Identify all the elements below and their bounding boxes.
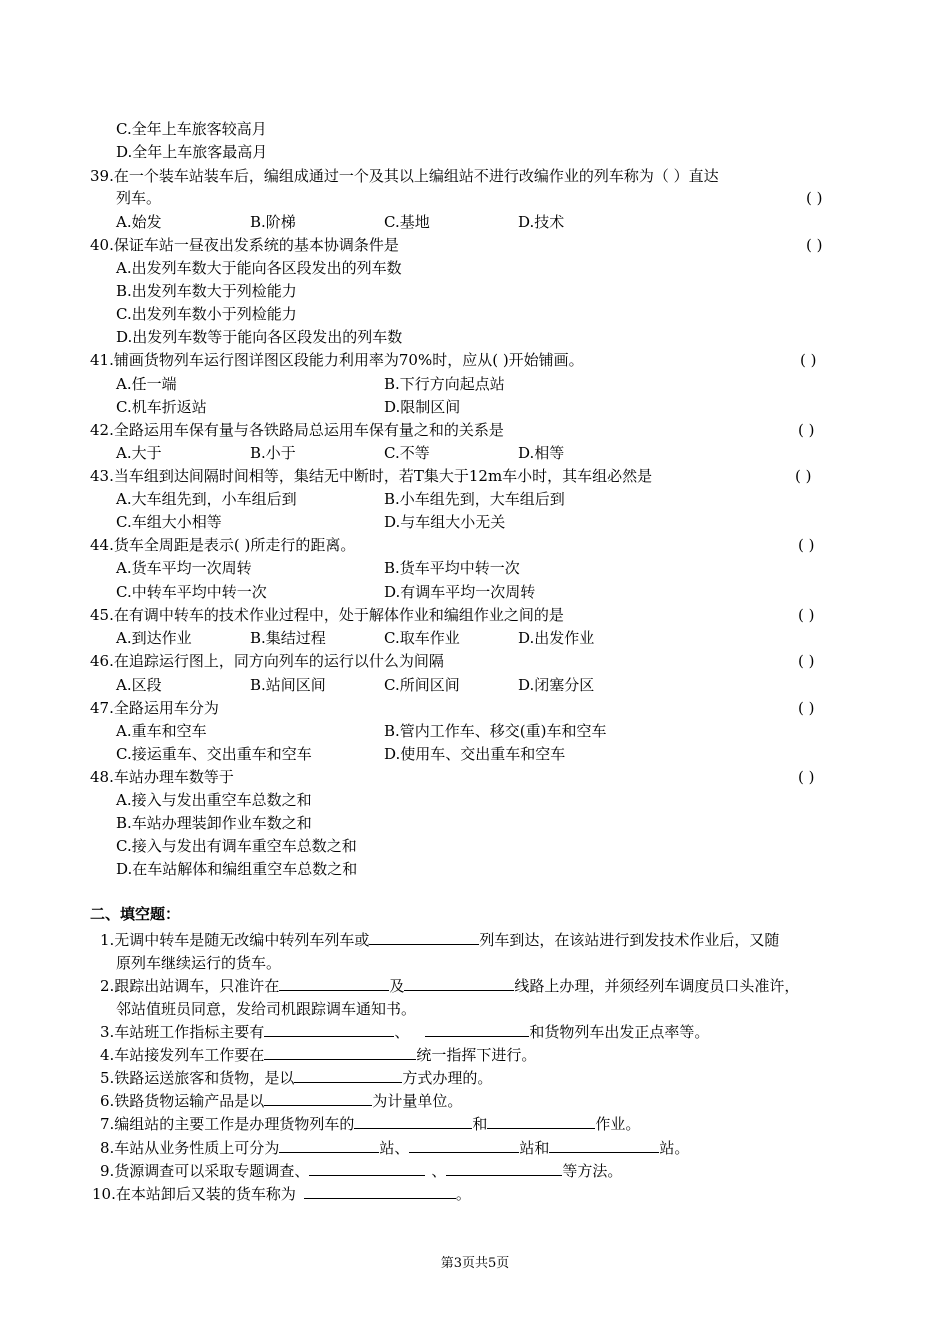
fill-question-9 bbox=[100, 1161, 622, 1181]
fill-question-2-cont: 邻站值班员同意，发给司机跟踪调车通知书。 bbox=[116, 1000, 417, 1018]
question-text: 10.在本站卸后又装的货车称为 bbox=[92, 1185, 296, 1203]
answer-blank[interactable] bbox=[279, 976, 389, 991]
answer-blank[interactable] bbox=[294, 1068, 402, 1083]
answer-blank[interactable] bbox=[369, 930, 479, 945]
fill-question-8 bbox=[100, 1138, 689, 1158]
fill-question-1-cont: 原列车继续运行的货车。 bbox=[116, 954, 282, 972]
question-text: 作业。 bbox=[595, 1115, 641, 1133]
answer-paren: ( ) bbox=[798, 652, 815, 670]
question-39-cont: 列车。 bbox=[116, 189, 162, 207]
answer-blank[interactable] bbox=[487, 1114, 595, 1129]
question-text: 1.无调中转车是随无改编中转列车列车或 bbox=[100, 931, 370, 949]
option-c: C.机车折返站 bbox=[116, 398, 207, 416]
answer-paren: ( ) bbox=[798, 421, 815, 439]
question-text: 4.车站接发列车工作要在 bbox=[100, 1046, 265, 1064]
question-44: 44.货车全周距是表示( )所走行的距离。 bbox=[90, 536, 356, 554]
question-text: 站和 bbox=[519, 1139, 550, 1157]
question-40: 40.保证车站一昼夜出发系统的基本协调条件是 bbox=[90, 236, 399, 254]
option-d: D.有调车平均一次周转 bbox=[384, 583, 536, 601]
question-41: 41.铺画货物列车运行图详图区段能力利用率为70%时，应从( )开始铺画。 bbox=[90, 351, 584, 369]
question-text: 为计量单位。 bbox=[372, 1092, 463, 1110]
question-text: 及 bbox=[389, 977, 405, 995]
question-text: 方式办理的。 bbox=[402, 1069, 493, 1087]
option-c: C.不等 bbox=[384, 444, 430, 462]
question-text: 和 bbox=[472, 1115, 488, 1133]
answer-paren: ( ) bbox=[798, 768, 815, 786]
option-d: D.闭塞分区 bbox=[518, 676, 595, 694]
option-a: A.接入与发出重空车总数之和 bbox=[116, 791, 312, 809]
question-text: 等方法。 bbox=[562, 1162, 623, 1180]
answer-paren: ( ) bbox=[806, 236, 823, 254]
question-text: 2.跟踪出站调车，只准许在 bbox=[100, 977, 280, 995]
fill-question-3 bbox=[100, 1022, 709, 1042]
option-c: C.接运重车、交出重车和空车 bbox=[116, 745, 312, 763]
question-text: 、 bbox=[431, 1162, 447, 1180]
answer-paren: ( ) bbox=[798, 536, 815, 554]
option-a: A.任一端 bbox=[116, 375, 177, 393]
question-text: 、 bbox=[394, 1023, 410, 1041]
option-b: B.出发列车数大于列检能力 bbox=[116, 282, 297, 300]
option-d: D.使用车、交出重车和空车 bbox=[384, 745, 566, 763]
option-line: C.全年上车旅客较高月 bbox=[116, 120, 267, 138]
option-a: A.大车组先到，小车组后到 bbox=[116, 490, 297, 508]
fill-question-5 bbox=[100, 1068, 492, 1088]
option-b: B.集结过程 bbox=[250, 629, 326, 647]
option-c: C.中转车平均中转一次 bbox=[116, 583, 267, 601]
answer-paren: ( ) bbox=[798, 699, 815, 717]
option-b: B.阶梯 bbox=[250, 213, 296, 231]
answer-paren: ( ) bbox=[795, 467, 812, 485]
fill-question-10 bbox=[92, 1184, 471, 1204]
question-45: 45.在有调中转车的技术作业过程中，处于解体作业和编组作业之间的是 bbox=[90, 606, 564, 624]
answer-blank[interactable] bbox=[354, 1114, 472, 1129]
option-c: C.出发列车数小于列检能力 bbox=[116, 305, 297, 323]
option-c: C.接入与发出有调车重空车总数之和 bbox=[116, 837, 357, 855]
option-d: D.相等 bbox=[518, 444, 565, 462]
question-text: 7.编组站的主要工作是办理货物列车的 bbox=[100, 1115, 355, 1133]
answer-blank[interactable] bbox=[309, 1161, 425, 1176]
question-text: 统一指挥下进行。 bbox=[416, 1046, 537, 1064]
question-47: 47.全路运用车分为 bbox=[90, 699, 219, 717]
answer-blank[interactable] bbox=[404, 976, 514, 991]
question-text: 站、 bbox=[379, 1139, 410, 1157]
question-text: 9.货源调查可以采取专题调查、 bbox=[100, 1162, 310, 1180]
option-d: D.在车站解体和编组重空车总数之和 bbox=[116, 860, 358, 878]
answer-blank[interactable] bbox=[304, 1184, 456, 1199]
option-d: D.限制区间 bbox=[384, 398, 461, 416]
question-48: 48.车站办理车数等于 bbox=[90, 768, 234, 786]
section-title: 二、填空题： bbox=[90, 905, 181, 923]
option-b: B.车站办理装卸作业车数之和 bbox=[116, 814, 312, 832]
question-text: 列车到达，在该站进行到发技术作业后，又随 bbox=[479, 931, 780, 949]
option-b: B.管内工作车、移交(重)车和空车 bbox=[384, 722, 607, 740]
question-text: 8.车站从业务性质上可分为 bbox=[100, 1139, 280, 1157]
option-a: A.区段 bbox=[116, 676, 162, 694]
option-a: A.大于 bbox=[116, 444, 162, 462]
option-a: A.到达作业 bbox=[116, 629, 192, 647]
option-line: D.全年上车旅客最高月 bbox=[116, 143, 268, 161]
answer-blank[interactable] bbox=[264, 1091, 372, 1106]
option-d: D.技术 bbox=[518, 213, 565, 231]
question-text: 5.铁路运送旅客和货物，是以 bbox=[100, 1069, 295, 1087]
answer-blank[interactable] bbox=[425, 1022, 529, 1037]
question-text: 站。 bbox=[659, 1139, 690, 1157]
option-b: B.小车组先到，大车组后到 bbox=[384, 490, 565, 508]
answer-blank[interactable] bbox=[264, 1022, 394, 1037]
option-b: B.小于 bbox=[250, 444, 296, 462]
option-d: D.出发列车数等于能向各区段发出的列车数 bbox=[116, 328, 403, 346]
option-a: A.出发列车数大于能向各区段发出的列车数 bbox=[116, 259, 402, 277]
fill-question-7 bbox=[100, 1114, 640, 1134]
fill-question-4 bbox=[100, 1045, 536, 1065]
answer-paren: ( ) bbox=[806, 189, 823, 207]
option-d: D.与车组大小无关 bbox=[384, 513, 506, 531]
answer-blank[interactable] bbox=[409, 1138, 519, 1153]
question-text: 和货物列车出发正点率等。 bbox=[529, 1023, 710, 1041]
answer-paren: ( ) bbox=[800, 351, 817, 369]
option-b: B.下行方向起点站 bbox=[384, 375, 505, 393]
answer-blank[interactable] bbox=[446, 1161, 562, 1176]
answer-blank[interactable] bbox=[279, 1138, 379, 1153]
question-text: 线路上办理，并须经列车调度员口头准许， bbox=[514, 977, 800, 995]
question-42: 42.全路运用车保有量与各铁路局总运用车保有量之和的关系是 bbox=[90, 421, 504, 439]
question-text: 。 bbox=[455, 1185, 471, 1203]
question-text: 3.车站班工作指标主要有 bbox=[100, 1023, 265, 1041]
option-b: B.站间区间 bbox=[250, 676, 326, 694]
question-43: 43.当车组到达间隔时间相等，集结无中断时，若T集大于12m车小时，其车组必然是 bbox=[90, 467, 653, 485]
answer-paren: ( ) bbox=[798, 606, 815, 624]
answer-blank[interactable] bbox=[549, 1138, 659, 1153]
fill-question-6 bbox=[100, 1091, 462, 1111]
option-c: C.取车作业 bbox=[384, 629, 460, 647]
page-footer: 第3页共5页 bbox=[440, 1256, 510, 1271]
option-b: B.货车平均中转一次 bbox=[384, 559, 520, 577]
option-d: D.出发作业 bbox=[518, 629, 595, 647]
option-a: A.始发 bbox=[116, 213, 162, 231]
option-c: C.所间区间 bbox=[384, 676, 460, 694]
option-a: A.货车平均一次周转 bbox=[116, 559, 252, 577]
question-39: 39.在一个装车站装车后，编组成通过一个及其以上编组站不进行改编作业的列车称为（ ）直达 bbox=[90, 167, 719, 185]
question-46: 46.在追踪运行图上，同方向列车的运行以什么为间隔 bbox=[90, 652, 444, 670]
fill-question-2 bbox=[100, 976, 799, 996]
option-c: C.基地 bbox=[384, 213, 430, 231]
answer-blank[interactable] bbox=[264, 1045, 416, 1060]
fill-question-1 bbox=[100, 930, 779, 950]
option-a: A.重车和空车 bbox=[116, 722, 207, 740]
question-text: 6.铁路货物运输产品是以 bbox=[100, 1092, 265, 1110]
option-c: C.车组大小相等 bbox=[116, 513, 222, 531]
